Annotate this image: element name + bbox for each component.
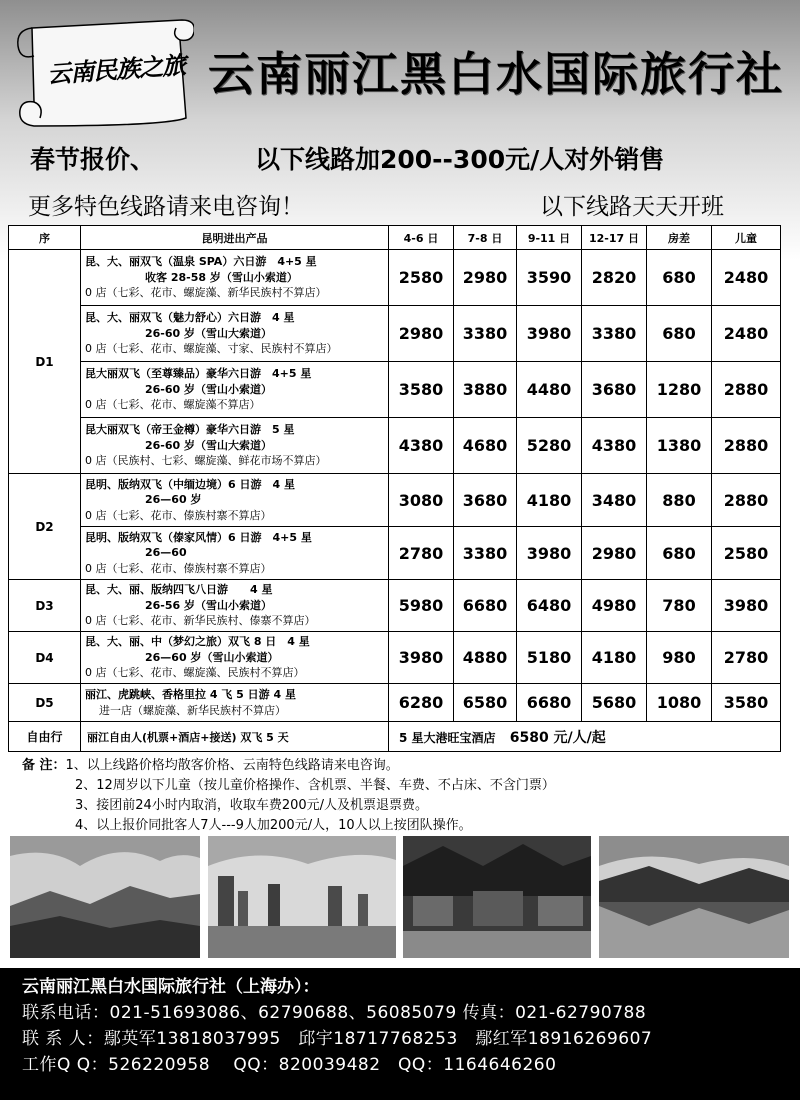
table-row <box>9 306 781 362</box>
product-title: 昆、大、丽、中（梦幻之旅）双飞 8 日 4 星 <box>85 635 310 649</box>
price-cell: 6680 <box>517 684 582 722</box>
price-cell: 5980 <box>389 580 454 632</box>
child-price-cell: 2580 <box>712 527 781 580</box>
price-cell: 3580 <box>389 362 454 418</box>
group-label: D5 <box>9 684 81 722</box>
col-header-room-diff: 房差 <box>647 226 712 250</box>
free-travel-hotel-cell <box>389 722 781 752</box>
room-diff-cell: 780 <box>647 580 712 632</box>
price-cell: 3880 <box>454 362 517 418</box>
child-price-cell: 2480 <box>712 306 781 362</box>
price-cell: 3380 <box>454 527 517 580</box>
product-cell <box>81 306 389 362</box>
group-label: D1 <box>9 250 81 474</box>
product-shops: 0 店（七彩、花市、螺旋藻、民族村不算店） <box>85 666 305 680</box>
product-shops: 进一店（螺旋藻、新华民族村不算店） <box>99 703 286 717</box>
more-routes-note: 更多特色线路请来电咨询！ <box>28 194 304 220</box>
price-cell: 2980 <box>389 306 454 362</box>
table-row <box>9 684 781 722</box>
price-cell: 2780 <box>389 527 454 580</box>
note-item: 3、接团前24小时内取消，收取车费200元/人及机票退票费。 <box>75 798 429 813</box>
price-cell: 3080 <box>389 474 454 527</box>
product-cell <box>81 632 389 684</box>
note-row <box>22 776 782 796</box>
product-shops: 0 店（民族村、七彩、螺旋藻、鲜花市场不算店） <box>85 454 327 468</box>
group-label: D2 <box>9 474 81 580</box>
table-row <box>9 580 781 632</box>
col-header-child: 儿童 <box>712 226 781 250</box>
product-age: 26—60 <box>145 546 187 560</box>
price-cell: 4480 <box>517 362 582 418</box>
price-cell: 6680 <box>454 580 517 632</box>
price-cell: 4380 <box>389 418 454 474</box>
price-cell: 4180 <box>582 632 647 684</box>
product-shops: 0 店（七彩、花市、螺旋藻、寸家、民族村不算店） <box>85 342 338 356</box>
room-diff-cell: 680 <box>647 306 712 362</box>
room-diff-cell: 680 <box>647 527 712 580</box>
product-title: 昆、大、丽双飞（温泉 SPA）六日游 4+5 星 <box>85 255 317 269</box>
child-price-cell: 3580 <box>712 684 781 722</box>
col-header-7-8: 7-8 日 <box>454 226 517 250</box>
product-shops: 0 店（七彩、花市、螺旋藻、新华民族村不算店） <box>85 286 327 300</box>
notes <box>22 756 782 836</box>
free-travel-label: 自由行 <box>9 722 81 752</box>
product-age: 26-60 岁（雪山大索道） <box>145 438 273 452</box>
table-row <box>9 474 781 527</box>
table-row <box>9 527 781 580</box>
col-header-4-6: 4-6 日 <box>389 226 454 250</box>
price-cell: 3480 <box>582 474 647 527</box>
group-label: D3 <box>9 580 81 632</box>
free-travel-row <box>9 722 781 752</box>
product-title: 昆大丽双飞（至尊臻品）豪华六日游 4+5 星 <box>85 367 312 381</box>
room-diff-cell: 1280 <box>647 362 712 418</box>
price-cell: 3680 <box>582 362 647 418</box>
price-cell: 2820 <box>582 250 647 306</box>
note-item: 4、以上报价同批客人7人---9人加200元/人，10人以上按团队操作。 <box>75 818 472 833</box>
col-header-12-17: 12-17 日 <box>582 226 647 250</box>
price-cell: 3380 <box>582 306 647 362</box>
col-header-9-11: 9-11 日 <box>517 226 582 250</box>
price-cell: 6480 <box>517 580 582 632</box>
child-price-cell: 2880 <box>712 474 781 527</box>
photo-old-town <box>403 836 591 958</box>
product-title: 昆大丽双飞（帝王金樽）豪华六日游 5 星 <box>85 423 295 437</box>
table-row <box>9 418 781 474</box>
product-title: 昆、大、丽、版纳四飞八日游 4 星 <box>85 583 273 597</box>
footer-office-title: 云南丽江黑白水国际旅行社（上海办）： <box>22 977 320 997</box>
note-item: 2、12周岁以下儿童（按儿童价格操作、含机票、半餐、车费、不占床、不含门票） <box>75 778 555 793</box>
price-cell: 3980 <box>517 306 582 362</box>
price-cell: 3980 <box>389 632 454 684</box>
footer-contacts: 联 系 人：鄢英军13818037995 邱宇18717768253 鄢红军18916269607 <box>22 1029 653 1049</box>
group-label: D4 <box>9 632 81 684</box>
price-cell: 4680 <box>454 418 517 474</box>
price-cell: 3590 <box>517 250 582 306</box>
price-table <box>8 225 781 752</box>
daily-departure-note: 以下线路天天开班 <box>540 194 724 220</box>
price-cell: 6580 <box>454 684 517 722</box>
scroll-logo <box>14 6 194 134</box>
product-cell <box>81 580 389 632</box>
free-travel-price: 6580 元/人/起 <box>509 729 606 746</box>
child-price-cell: 2780 <box>712 632 781 684</box>
product-age: 26—60 岁 <box>145 493 202 507</box>
product-shops: 0 店（七彩、花市、螺旋藻不算店） <box>85 398 261 412</box>
price-cell: 5680 <box>582 684 647 722</box>
price-cell: 4180 <box>517 474 582 527</box>
note-row <box>22 816 782 836</box>
child-price-cell: 2480 <box>712 250 781 306</box>
price-cell: 4880 <box>454 632 517 684</box>
photo-lake <box>599 836 789 958</box>
product-shops: 0 店（七彩、花市、新华民族村、傣寨不算店） <box>85 614 316 628</box>
contact-footer <box>0 968 800 1100</box>
price-cell: 3380 <box>454 306 517 362</box>
price-cell: 4380 <box>582 418 647 474</box>
table-header-row <box>9 226 781 250</box>
product-age: 26—60 岁（雪山小索道） <box>145 650 279 664</box>
product-cell <box>81 418 389 474</box>
product-cell <box>81 684 389 722</box>
footer-qq: 工作Q Q：526220958 QQ：820039482 QQ：1164646260 <box>22 1055 557 1075</box>
note-row <box>22 796 782 816</box>
spring-quote: 春节报价、 <box>30 145 156 174</box>
note-row <box>22 756 782 776</box>
product-cell <box>81 527 389 580</box>
table-row <box>9 362 781 418</box>
price-cell: 2580 <box>389 250 454 306</box>
footer-phone-fax: 联系电话：021-51693086、62790688、56085079 传真：021-62790788 <box>22 1003 647 1023</box>
price-cell: 4980 <box>582 580 647 632</box>
price-cell: 2980 <box>454 250 517 306</box>
photo-stone-forest <box>208 836 396 958</box>
table-row <box>9 632 781 684</box>
note-item: 1、以上线路价格均散客价格、云南特色线路请来电咨询。 <box>65 758 399 773</box>
product-title: 昆明、版纳双飞（中缅边境）6 日游 4 星 <box>85 477 295 491</box>
price-cell: 3980 <box>517 527 582 580</box>
product-title: 丽江、虎跳峡、香格里拉 4 飞 5 日游 4 星 <box>85 688 296 701</box>
product-title: 昆、大、丽双飞（魅力舒心）六日游 4 星 <box>85 311 295 325</box>
child-price-cell: 2880 <box>712 362 781 418</box>
child-price-cell: 2880 <box>712 418 781 474</box>
photo-mountain <box>10 836 200 958</box>
surcharge-note: 以下线路加200--300元/人对外销售 <box>255 145 665 174</box>
room-diff-cell: 880 <box>647 474 712 527</box>
product-title: 昆明、版纳双飞（傣家风情）6 日游 4+5 星 <box>85 530 312 544</box>
product-cell <box>81 474 389 527</box>
col-header-product: 昆明进出产品 <box>81 226 389 250</box>
free-travel-product: 丽江自由人(机票+酒店+接送) 双飞 5 天 <box>81 722 389 752</box>
product-cell <box>81 362 389 418</box>
agency-title: 云南丽江黑白水国际旅行社 <box>208 47 784 101</box>
room-diff-cell: 980 <box>647 632 712 684</box>
scroll-logo-text: 云南民族之旅 <box>46 50 186 89</box>
price-cell: 5280 <box>517 418 582 474</box>
product-shops: 0 店（七彩、花市、傣族村寨不算店） <box>85 561 272 575</box>
product-age: 26-56 岁（雪山小索道） <box>145 598 273 612</box>
price-cell: 5180 <box>517 632 582 684</box>
price-cell: 3680 <box>454 474 517 527</box>
notes-label: 备 注： <box>22 758 66 773</box>
room-diff-cell: 680 <box>647 250 712 306</box>
photo-strip <box>10 836 790 958</box>
table-row <box>9 250 781 306</box>
free-travel-hotel: 5 星大港旺宝酒店 <box>399 730 496 745</box>
col-header-seq: 序 <box>9 226 81 250</box>
room-diff-cell: 1080 <box>647 684 712 722</box>
product-age: 26-60 岁（雪山大索道） <box>145 326 273 340</box>
product-shops: 0 店（七彩、花市、傣族村寨不算店） <box>85 508 272 522</box>
price-cell: 6280 <box>389 684 454 722</box>
price-cell: 2980 <box>582 527 647 580</box>
room-diff-cell: 1380 <box>647 418 712 474</box>
product-cell <box>81 250 389 306</box>
child-price-cell: 3980 <box>712 580 781 632</box>
product-age: 收客 28-58 岁（雪山小索道） <box>145 270 298 284</box>
product-age: 26-60 岁（雪山小索道） <box>145 382 273 396</box>
